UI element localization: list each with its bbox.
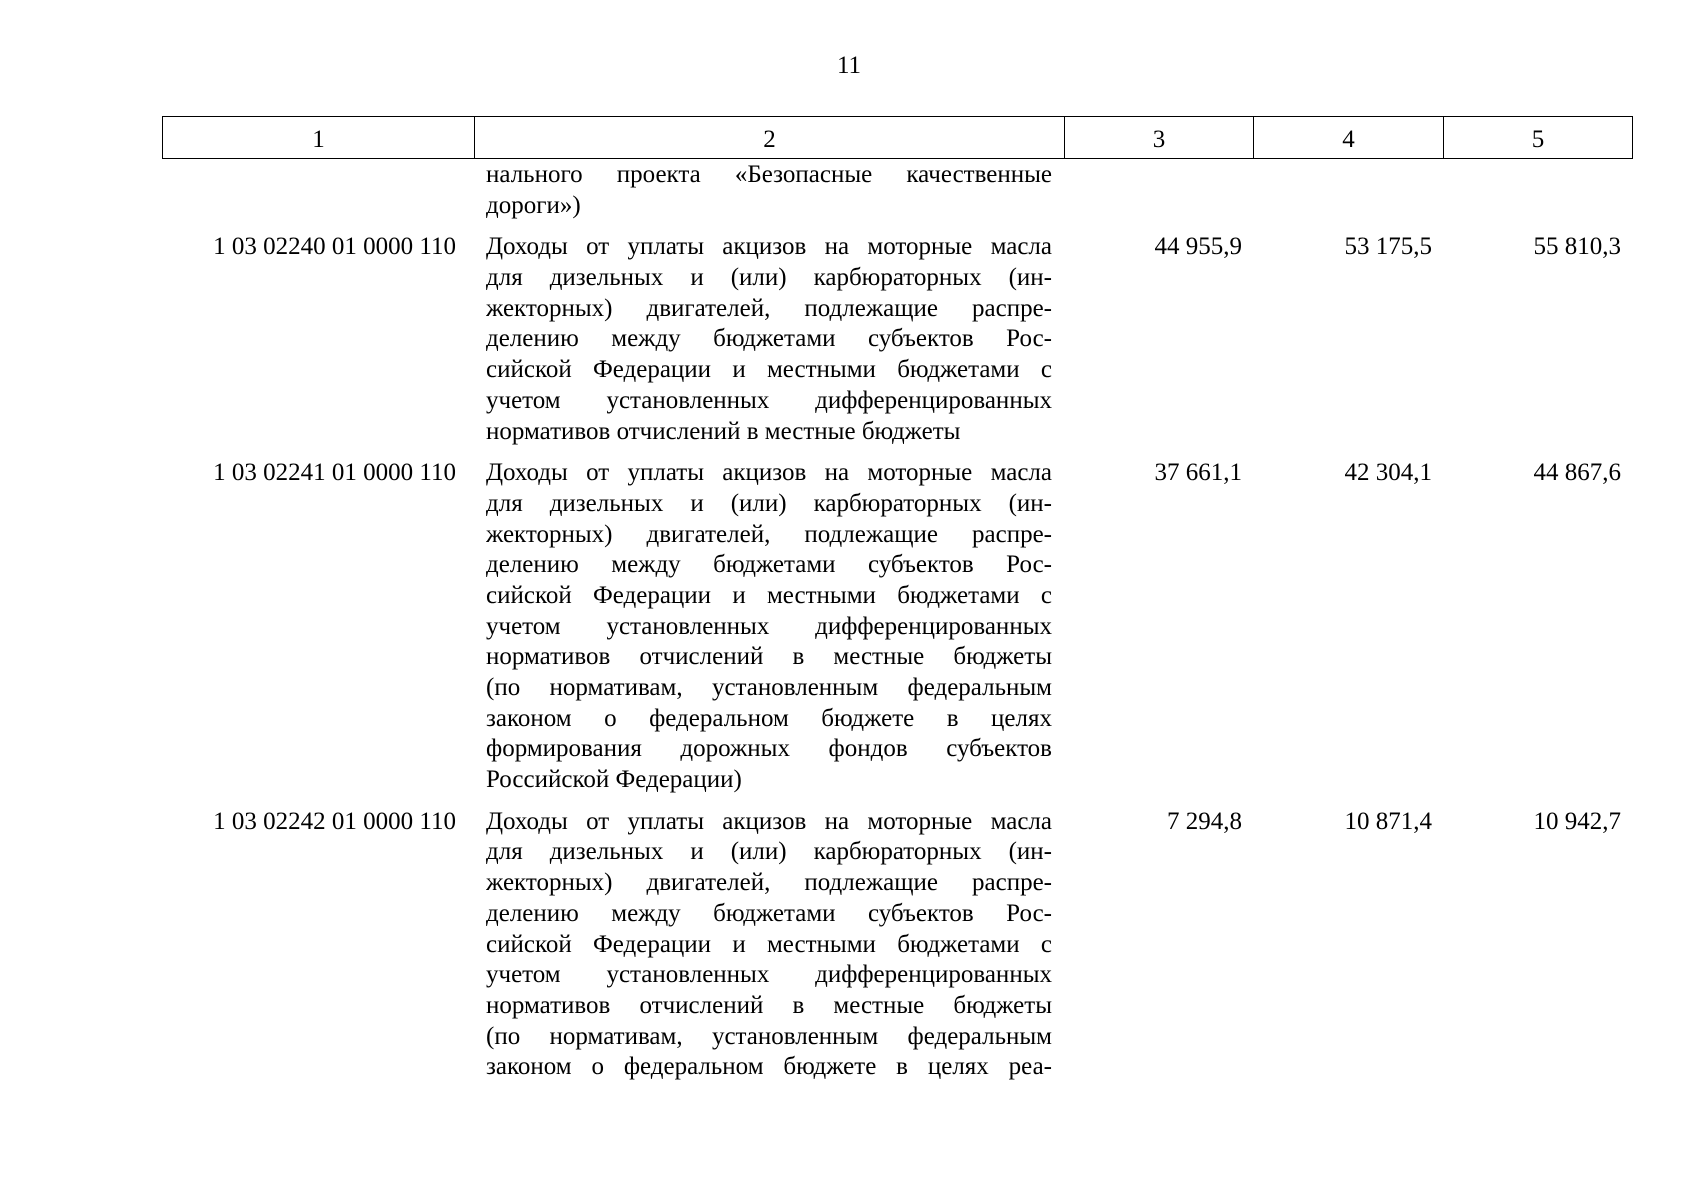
description-line: нормативов отчислений в местные бюджеты <box>486 643 1052 671</box>
header-col-2: 2 <box>475 117 1065 159</box>
code-cell: 1 03 02242 01 0000 110 <box>213 807 456 835</box>
header-col-1: 1 <box>163 117 475 159</box>
description-line: нормативов отчислений в местные бюджеты <box>486 991 1052 1019</box>
value-cell-4: 42 304,1 <box>1344 459 1432 487</box>
description-line: (по нормативам, установленным федеральным <box>486 1022 1052 1050</box>
description-line: дороги») <box>486 191 581 219</box>
description-line: сийской Федерации и местными бюджетами с <box>486 581 1052 609</box>
description-line: законом о федеральном бюджете в целях <box>486 704 1052 732</box>
description-line: жекторных) двигателей, подлежащие распре- <box>486 294 1052 322</box>
description-cell <box>474 447 1064 796</box>
description-line: жекторных) двигателей, подлежащие распре- <box>486 869 1052 897</box>
description-line: делению между бюджетами субъектов Рос- <box>486 551 1052 579</box>
value-cell-3: 7 294,8 <box>1167 807 1242 835</box>
description-line: жекторных) двигателей, подлежащие распре- <box>486 520 1052 548</box>
description-cell <box>474 221 1064 447</box>
description-line: учетом установленных дифференцированных <box>486 961 1052 989</box>
value-cell-4 <box>1253 160 1443 221</box>
value-cell-5 <box>1443 160 1632 221</box>
description-line: учетом установленных дифференцированных <box>486 612 1052 640</box>
description-line: законом о федеральном бюджете в целях реа- <box>486 1053 1052 1081</box>
description-line: формирования дорожных фондов субъектов <box>486 735 1052 763</box>
value-cell-3 <box>1064 160 1253 221</box>
description-line: сийской Федерации и местными бюджетами с <box>486 930 1052 958</box>
description-line: нального проекта «Безопасные качественные <box>486 161 1052 188</box>
header-col-3: 3 <box>1065 117 1254 159</box>
description-line: сийской Федерации и местными бюджетами с <box>486 356 1052 384</box>
code-cell: 1 03 02241 01 0000 110 <box>213 459 456 487</box>
value-cell-4: 53 175,5 <box>1344 233 1432 261</box>
value-cell-4: 10 871,4 <box>1344 807 1432 835</box>
code-cell <box>162 160 474 221</box>
page-number: 11 <box>836 52 862 79</box>
value-cell-5: 55 810,3 <box>1533 233 1621 261</box>
description-line: учетом установленных дифференцированных <box>486 386 1052 414</box>
description-line: для дизельных и (или) карбюраторных (ин- <box>486 838 1052 866</box>
value-cell-5: 44 867,6 <box>1533 459 1621 487</box>
description-line: Доходы от уплаты акцизов на моторные масла <box>486 233 1052 261</box>
description-cell <box>474 160 1064 221</box>
table-row-continuation <box>162 160 1632 221</box>
table-body <box>162 160 1632 1083</box>
header-col-5: 5 <box>1444 117 1633 159</box>
description-line: для дизельных и (или) карбюраторных (ин- <box>486 489 1052 517</box>
description-line: (по нормативам, установленным федеральным <box>486 674 1052 701</box>
description-line: делению между бюджетами субъектов Рос- <box>486 325 1052 353</box>
table-row <box>162 796 1632 1083</box>
description-cell <box>474 796 1064 1083</box>
table-row <box>162 447 1632 796</box>
header-col-4: 4 <box>1254 117 1444 159</box>
description-line: делению между бюджетами субъектов Рос- <box>486 899 1052 927</box>
value-cell-5: 10 942,7 <box>1533 807 1621 835</box>
value-cell-3: 44 955,9 <box>1154 233 1242 261</box>
table-header <box>162 116 1633 159</box>
header-row <box>163 117 1633 159</box>
description-line: Доходы от уплаты акцизов на моторные масла <box>486 807 1052 835</box>
description-line: нормативов отчислений в местные бюджеты <box>486 417 961 445</box>
table-row <box>162 221 1632 447</box>
description-line: для дизельных и (или) карбюраторных (ин- <box>486 264 1052 292</box>
description-line: Российской Федерации) <box>486 766 742 794</box>
value-cell-3: 37 661,1 <box>1154 459 1242 487</box>
code-cell: 1 03 02240 01 0000 110 <box>213 233 456 261</box>
description-line: Доходы от уплаты акцизов на моторные масла <box>486 459 1052 487</box>
